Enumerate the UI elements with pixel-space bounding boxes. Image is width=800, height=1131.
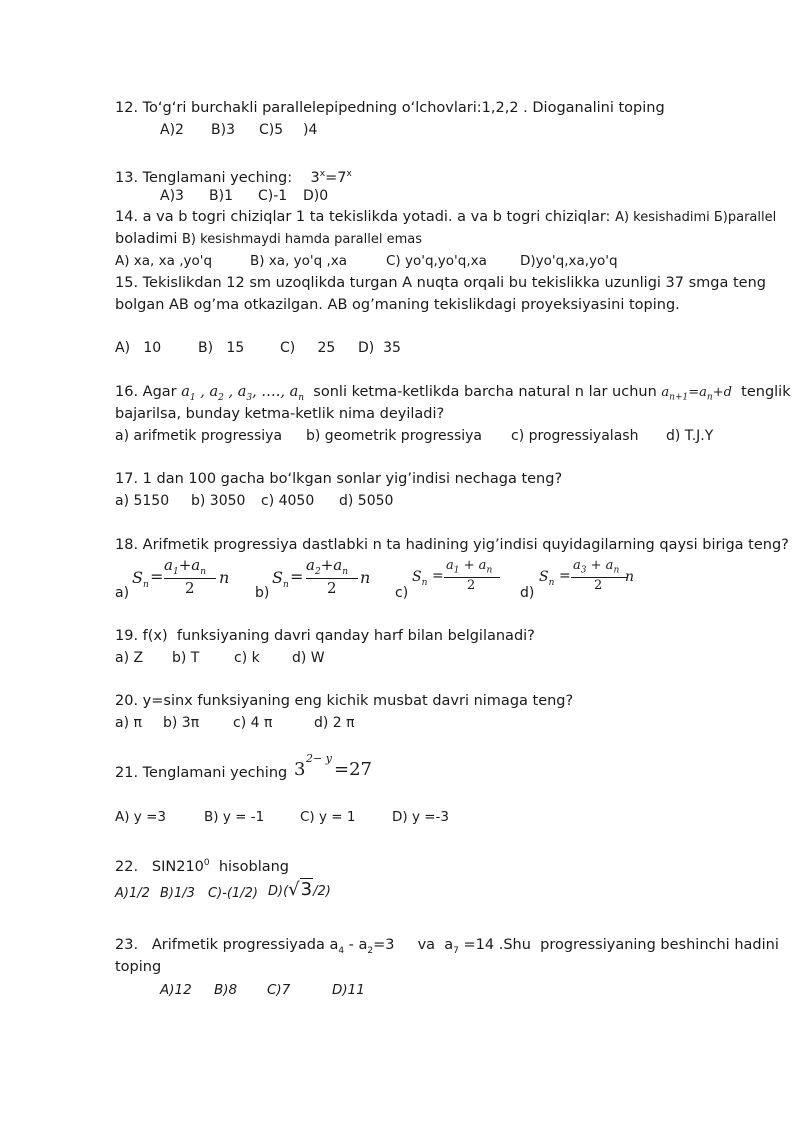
q13-prefix: 13. Tenglamani yeching: <box>115 169 293 186</box>
question-14-line-1: 14. a va b togri chiziqlar 1 ta tekislikda yotadi. a va b togri chiziqlar: A) kesishadimi Б)parallel <box>115 209 777 225</box>
q17-option-b: b) 3050 <box>191 493 246 509</box>
q19-option-d: d) W <box>292 650 325 666</box>
question-22-text: 22. $SIN210^0$ hisoblang <box>115 858 289 875</box>
question-12-text: 12. To‘g‘ri burchakli parallelepipedning o‘lchovlari:1,2,2 . Dioganalini toping <box>115 100 665 116</box>
q21-option-d: D) y =-3 <box>392 809 450 825</box>
q12-option-b: B)3 <box>211 122 235 138</box>
q13-option-a: A)3 <box>160 188 184 204</box>
q21-equation: 3 2− y =27 <box>294 752 372 780</box>
q12-option-a: A)2 <box>160 122 184 138</box>
q23-option-b: B)8 <box>214 982 238 998</box>
sqrt-symbol: √3 <box>288 879 313 900</box>
q19-option-c: c) k <box>234 650 260 666</box>
q21-option-c: C) y = 1 <box>300 809 356 825</box>
question-16-line-2: bajarilsa, bunday ketma-ketlik nima deyiladi? <box>115 406 445 422</box>
q18-formula-d: $S_n$ = $a_3 + a_n$ 2 n <box>539 558 635 593</box>
q14-option-c: C) yo'q,yo'q,xa <box>386 253 487 269</box>
q20-option-c: c) 4 π <box>233 715 273 731</box>
q16-sequence: $a_1$ , $a_2$ , $a_3$, …., $a_n$ <box>181 384 305 403</box>
q14-option-b: B) xa, yo'q ,xa <box>250 253 348 269</box>
q15-option-b: B) 15 <box>198 340 245 356</box>
q17-option-c: c) 4050 <box>261 493 315 509</box>
q20-option-d: d) 2 π <box>314 715 355 731</box>
q12-option-c: C)5 <box>259 122 284 138</box>
question-18-text: 18. Arifmetik progressiya dastlabki n ta hadining yig’indisi quyidagilarning qaysi biriga teng? <box>115 537 789 553</box>
q18-option-d-label: d) <box>520 585 535 601</box>
q18-formula-b: $S_n$ = $a_2+a_n$ 2 n <box>272 556 371 597</box>
q14-option-a: A) xa, xa ,yo'q <box>115 253 213 269</box>
q19-option-b: b) T <box>172 650 200 666</box>
q23-option-d: D)11 <box>332 982 365 998</box>
question-14-line-2: boladimi B) kesishmaydi hamda parallel emas <box>115 231 423 247</box>
q23-option-a: A)12 <box>160 982 192 998</box>
q20-option-b: b) 3π <box>163 715 200 731</box>
question-13-text <box>115 164 352 188</box>
q13-option-b: B)1 <box>209 188 233 204</box>
q15-option-a: A) 10 <box>115 340 162 356</box>
q22-option-c: C)-(1/2) <box>208 886 258 901</box>
q21-option-a: A) y =3 <box>115 809 166 825</box>
q16-option-c: c) progressiyalash <box>511 428 639 444</box>
q17-option-a: a) 5150 <box>115 493 170 509</box>
q13-option-d: D)0 <box>303 188 329 204</box>
q12-option-d: )4 <box>303 122 318 138</box>
q13-option-c: C)-1 <box>258 188 288 204</box>
question-21-text: 21. Tenglamani yeching <box>115 765 288 781</box>
q22-option-a: A)1/2 <box>115 886 150 901</box>
q19-option-a: a) Z <box>115 650 144 666</box>
q17-option-d: d) 5050 <box>339 493 394 509</box>
q16-option-a: a) arifmetik progressiya <box>115 428 283 444</box>
q18-option-a-label: a) <box>115 585 130 601</box>
q13-equation: $3^x=7^x$ <box>310 169 352 186</box>
q23-option-c: C)7 <box>267 982 291 998</box>
q14-option-d: D)yo'q,xa,yo'q <box>520 253 618 269</box>
q15-option-c: C) 25 <box>280 340 336 356</box>
question-17-text: 17. 1 dan 100 gacha bo‘lkgan sonlar yig’indisi nechaga teng? <box>115 471 563 487</box>
question-15-line-2: bolgan AB og’ma otkazilgan. AB og’maning tekislikdagi proyeksiyasini toping. <box>115 297 680 313</box>
q18-formula-c: $S_n$ = $a_1 + a_n$ 2 <box>412 558 502 602</box>
q15-option-d: D) 35 <box>358 340 401 356</box>
q16-option-b: b) geometrik progressiya <box>306 428 482 444</box>
question-20-text: 20. y=sinx funksiyaning eng kichik musbat davri nimaga teng? <box>115 693 574 709</box>
question-19-text: 19. f(x) funksiyaning davri qanday harf bilan belgilanadi? <box>115 628 535 644</box>
q20-option-a: a) π <box>115 715 142 731</box>
question-16-line-1: 16. Agar $a_1$ , $a_2$ , $a_3$, …., $a_n$ sonli ketma-ketlikda barcha natural n lar uchun $a_{n+1}=a_n+d$ tenglik <box>115 384 791 403</box>
q21-option-b: B) y = -1 <box>204 809 265 825</box>
q16-option-d: d) T.J.Y <box>666 428 714 444</box>
q18-formula-a: $S_n$ = $a_1+a_n$ 2 n <box>132 556 230 597</box>
question-23-line-2: toping <box>115 959 162 975</box>
question-15-line-1: 15. Tekislikdan 12 sm uzoqlikda turgan A nuqta orqali bu tekislikka uzunligi 37 smga teng <box>115 275 766 291</box>
q22-option-b: B)1/3 <box>160 886 195 901</box>
question-23-line-1: 23. Arifmetik progressiyada $a_4 - a_2=3$ va $a_7 =14$ .Shu progressiyaning beshinchi hadini <box>115 937 779 956</box>
q18-option-c-label: c) <box>395 585 409 601</box>
q16-recurrence: $a_{n+1}=a_n+d$ <box>661 385 732 403</box>
q22-option-d: D)(√3/2) <box>268 876 331 906</box>
q18-option-b-label: b) <box>255 585 270 601</box>
